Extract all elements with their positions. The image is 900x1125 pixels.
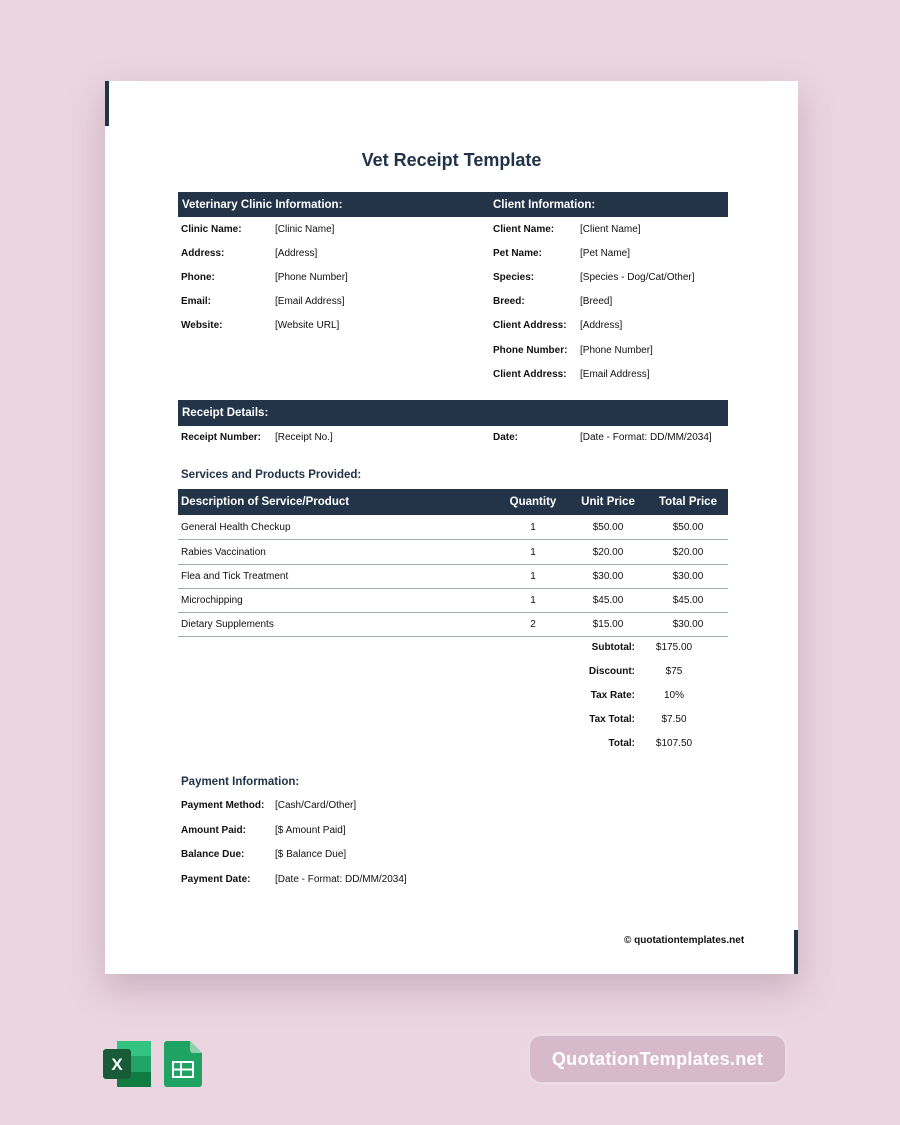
row-unit-price: $20.00 (592, 547, 624, 558)
summary-value: $7.50 (661, 714, 687, 725)
row-unit-price: $50.00 (592, 522, 624, 533)
copyright-footer: © quotationtemplates.net (624, 935, 745, 946)
payment-field-value: [Cash/Card/Other] (275, 800, 357, 811)
row-total-price: $30.00 (672, 571, 704, 582)
summary-label: Total: (608, 738, 635, 749)
brand-badge (527, 1033, 788, 1085)
row-description: Flea and Tick Treatment (181, 571, 289, 582)
row-quantity: 1 (530, 571, 536, 582)
payment-title: Payment Information: (181, 776, 300, 788)
summary-value: 10% (663, 690, 684, 701)
client-field-value: [Phone Number] (580, 345, 653, 356)
payment-field-value: [$ Amount Paid] (275, 825, 346, 836)
summary-label: Tax Total: (589, 714, 635, 725)
summary-label: Subtotal: (591, 642, 635, 653)
client-field-label: Species: (493, 272, 535, 283)
summary-label: Tax Rate: (590, 690, 635, 701)
client-field-label: Breed: (493, 296, 525, 307)
client-field-value: [Client Name] (580, 224, 641, 235)
page-title: Vet Receipt Template (361, 150, 542, 170)
row-unit-price: $15.00 (592, 619, 624, 630)
table-row (178, 540, 728, 565)
clinic-field: Phone: (181, 272, 215, 283)
payment-field-label: Balance Due: (181, 849, 245, 860)
client-field-value: [Address] (580, 320, 623, 331)
payment-field-label: Payment Date: (181, 874, 251, 885)
col-unit-price: Unit Price (581, 496, 635, 508)
row-quantity: 2 (530, 619, 536, 630)
receipt-number-label: Receipt Number: (181, 432, 262, 443)
client-field-label: Client Address: (493, 369, 567, 380)
client-field-label: Pet Name: (493, 248, 542, 259)
excel-letter: X (111, 1055, 123, 1074)
clinic-field: Address: (181, 248, 225, 259)
row-quantity: 1 (530, 522, 536, 533)
services-table-header (178, 489, 728, 515)
receipt-date-value: [Date - Format: DD/MM/2034] (580, 432, 712, 443)
table-row (178, 612, 728, 637)
clinic-value: [Email Address] (275, 296, 345, 307)
row-description: Rabies Vaccination (181, 547, 266, 558)
summary-value: $107.50 (655, 738, 693, 749)
receipt-number-value: [Receipt No.] (275, 432, 333, 443)
brand-name: QuotationTemplates.net (551, 1049, 764, 1069)
row-total-price: $30.00 (672, 619, 704, 630)
summary-value: $175.00 (655, 642, 693, 653)
row-description: Dietary Supplements (181, 619, 274, 630)
receipt-date-label: Date: (493, 432, 519, 443)
clinic-value: [Address] (275, 248, 318, 259)
clinic-value: [Website URL] (275, 320, 340, 331)
col-description: Description of Service/Product (181, 496, 350, 508)
receipt-details-bar (178, 400, 728, 426)
clinic-value: [Phone Number] (275, 272, 348, 283)
table-row (178, 588, 728, 613)
row-unit-price: $45.00 (592, 595, 624, 606)
row-quantity: 1 (530, 547, 536, 558)
services-title: Services and Products Provided: (181, 469, 362, 481)
accent-bar-top (105, 81, 109, 126)
payment-field-value: [$ Balance Due] (275, 849, 347, 860)
info-header-bar (178, 192, 728, 217)
row-description: Microchipping (181, 595, 243, 606)
summary-value: $75 (665, 666, 683, 677)
payment-field-value: [Date - Format: DD/MM/2034] (275, 874, 407, 885)
clinic-header: Veterinary Clinic Information: (182, 199, 343, 211)
clinic-field: Clinic Name: (181, 224, 242, 235)
summary-label: Discount: (588, 666, 635, 677)
client-field-value: [Breed] (580, 296, 613, 307)
row-total-price: $20.00 (672, 547, 704, 558)
sheets-icon (164, 1041, 202, 1087)
table-row (178, 564, 728, 589)
receipt-details-header: Receipt Details: (182, 407, 269, 419)
excel-icon (103, 1041, 153, 1087)
payment-field-label: Payment Method: (181, 800, 265, 811)
row-total-price: $45.00 (672, 595, 704, 606)
clinic-value: [Clinic Name] (275, 224, 335, 235)
client-field-label: Client Name: (493, 224, 555, 235)
row-total-price: $50.00 (672, 522, 704, 533)
table-row (178, 515, 728, 540)
row-quantity: 1 (530, 595, 536, 606)
client-field-value: [Email Address] (580, 369, 650, 380)
row-description: General Health Checkup (181, 522, 291, 533)
accent-bar-bottom (794, 930, 798, 974)
clinic-field: Email: (181, 296, 212, 307)
client-field-value: [Species - Dog/Cat/Other] (580, 272, 695, 283)
col-quantity: Quantity (509, 496, 557, 508)
client-field-value: [Pet Name] (580, 248, 631, 259)
col-total-price: Total Price (659, 496, 717, 508)
row-unit-price: $30.00 (592, 571, 624, 582)
clinic-field: Website: (181, 320, 223, 331)
payment-field-label: Amount Paid: (181, 825, 246, 836)
client-header: Client Information: (493, 199, 596, 211)
client-field-label: Client Address: (493, 320, 567, 331)
client-field-label: Phone Number: (493, 345, 568, 356)
